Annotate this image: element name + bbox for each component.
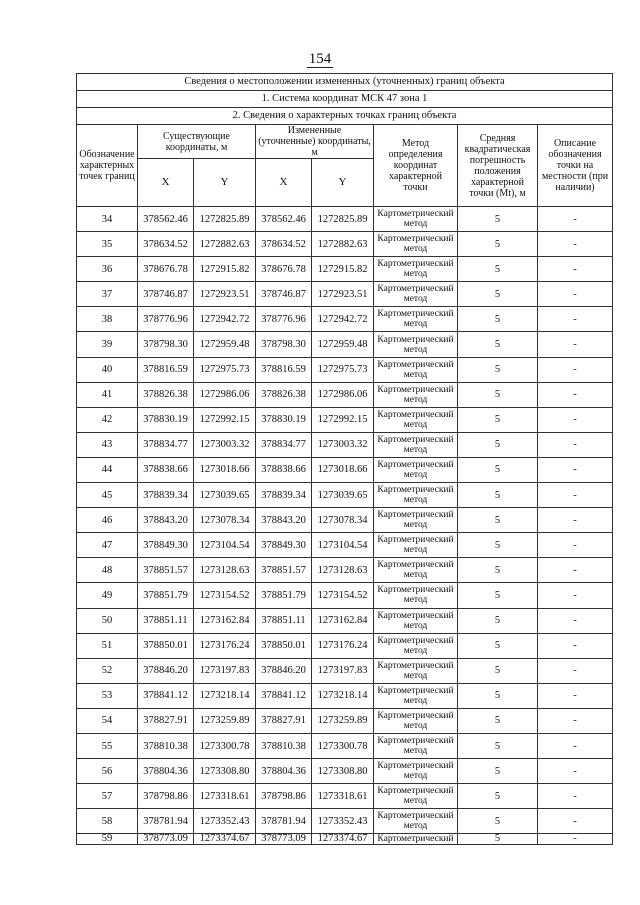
cell-point-id: 59 xyxy=(77,834,138,845)
cell-accuracy: 5 xyxy=(458,282,538,307)
cell-description: - xyxy=(538,382,613,407)
cell-existing-x: 378851.79 xyxy=(138,583,194,608)
cell-changed-x: 378841.12 xyxy=(256,683,312,708)
cell-method: Картометрический метод xyxy=(374,633,458,658)
cell-description: - xyxy=(538,633,613,658)
header-existing-y: Y xyxy=(194,159,256,207)
cell-existing-x: 378562.46 xyxy=(138,207,194,232)
cell-point-id: 36 xyxy=(77,257,138,282)
cell-changed-x: 378816.59 xyxy=(256,357,312,382)
cell-accuracy: 5 xyxy=(458,257,538,282)
cell-description: - xyxy=(538,533,613,558)
cell-existing-y: 1273318.61 xyxy=(194,784,256,809)
cell-existing-y: 1273162.84 xyxy=(194,608,256,633)
header-description: Описание обозначения точки на местности (при наличии) xyxy=(538,125,613,207)
cell-existing-x: 378850.01 xyxy=(138,633,194,658)
cell-changed-y: 1273128.63 xyxy=(312,558,374,583)
cell-changed-y: 1273352.43 xyxy=(312,809,374,834)
header-existing-x: X xyxy=(138,159,194,207)
cell-existing-y: 1273018.66 xyxy=(194,457,256,482)
cell-point-id: 35 xyxy=(77,232,138,257)
cell-point-id: 48 xyxy=(77,558,138,583)
cell-method: Картометрический xyxy=(374,834,458,845)
cell-method: Картометрический метод xyxy=(374,457,458,482)
cell-description: - xyxy=(538,407,613,432)
cell-accuracy: 5 xyxy=(458,583,538,608)
table-row-partial xyxy=(77,834,613,845)
cell-accuracy: 5 xyxy=(458,533,538,558)
cell-point-id: 40 xyxy=(77,357,138,382)
section-title: 2. Сведения о характерных точках границ объекта xyxy=(77,108,613,125)
cell-description: - xyxy=(538,658,613,683)
cell-changed-y: 1273197.83 xyxy=(312,658,374,683)
table-row xyxy=(77,407,613,432)
cell-accuracy: 5 xyxy=(458,232,538,257)
cell-existing-x: 378676.78 xyxy=(138,257,194,282)
cell-method: Картометрический метод xyxy=(374,207,458,232)
header-changed-x: X xyxy=(256,159,312,207)
cell-existing-x: 378634.52 xyxy=(138,232,194,257)
cell-accuracy: 5 xyxy=(458,658,538,683)
cell-changed-x: 378798.86 xyxy=(256,784,312,809)
cell-changed-x: 378843.20 xyxy=(256,508,312,533)
cell-changed-x: 378776.96 xyxy=(256,307,312,332)
cell-changed-y: 1273218.14 xyxy=(312,683,374,708)
cell-existing-x: 378816.59 xyxy=(138,357,194,382)
header-point-designation: Обозначение характерных точек границ xyxy=(77,125,138,207)
cell-existing-x: 378827.91 xyxy=(138,708,194,733)
cell-point-id: 54 xyxy=(77,708,138,733)
cell-method: Картометрический метод xyxy=(374,357,458,382)
cell-changed-y: 1273078.34 xyxy=(312,508,374,533)
cell-changed-x: 378850.01 xyxy=(256,633,312,658)
cell-accuracy: 5 xyxy=(458,633,538,658)
table-row xyxy=(77,608,613,633)
cell-changed-y: 1273003.32 xyxy=(312,432,374,457)
cell-method: Картометрический метод xyxy=(374,558,458,583)
cell-method: Картометрический метод xyxy=(374,257,458,282)
cell-changed-x: 378849.30 xyxy=(256,533,312,558)
cell-accuracy: 5 xyxy=(458,382,538,407)
cell-description: - xyxy=(538,282,613,307)
cell-existing-y: 1273176.24 xyxy=(194,633,256,658)
cell-existing-x: 378798.86 xyxy=(138,784,194,809)
cell-accuracy: 5 xyxy=(458,432,538,457)
header-changed-y: Y xyxy=(312,159,374,207)
table-row xyxy=(77,708,613,733)
cell-accuracy: 5 xyxy=(458,558,538,583)
cell-description: - xyxy=(538,332,613,357)
cell-point-id: 44 xyxy=(77,457,138,482)
cell-point-id: 46 xyxy=(77,508,138,533)
cell-accuracy: 5 xyxy=(458,207,538,232)
cell-method: Картометрический метод xyxy=(374,282,458,307)
cell-description: - xyxy=(538,457,613,482)
table-row xyxy=(77,332,613,357)
cell-method: Картометрический метод xyxy=(374,332,458,357)
page-number-text: 154 xyxy=(308,51,332,67)
cell-point-id: 57 xyxy=(77,784,138,809)
cell-changed-x: 378851.11 xyxy=(256,608,312,633)
cell-method: Картометрический метод xyxy=(374,407,458,432)
cell-changed-x: 378810.38 xyxy=(256,733,312,758)
cell-changed-x: 378746.87 xyxy=(256,282,312,307)
cell-method: Картометрический метод xyxy=(374,483,458,508)
cell-changed-x: 378562.46 xyxy=(256,207,312,232)
cell-existing-y: 1273039.65 xyxy=(194,483,256,508)
cell-changed-y: 1273104.54 xyxy=(312,533,374,558)
cell-existing-y: 1273197.83 xyxy=(194,658,256,683)
cell-existing-y: 1273154.52 xyxy=(194,583,256,608)
cell-changed-y: 1272959.48 xyxy=(312,332,374,357)
cell-changed-x: 378773.09 xyxy=(256,834,312,845)
cell-description: - xyxy=(538,608,613,633)
cell-point-id: 37 xyxy=(77,282,138,307)
cell-description: - xyxy=(538,257,613,282)
cell-point-id: 43 xyxy=(77,432,138,457)
cell-description: - xyxy=(538,558,613,583)
cell-changed-x: 378839.34 xyxy=(256,483,312,508)
table-row xyxy=(77,583,613,608)
cell-changed-x: 378851.57 xyxy=(256,558,312,583)
cell-existing-y: 1272975.73 xyxy=(194,357,256,382)
cell-changed-y: 1273176.24 xyxy=(312,633,374,658)
cell-accuracy: 5 xyxy=(458,483,538,508)
cell-existing-x: 378846.20 xyxy=(138,658,194,683)
cell-changed-y: 1273154.52 xyxy=(312,583,374,608)
cell-changed-y: 1273259.89 xyxy=(312,708,374,733)
cell-existing-x: 378839.34 xyxy=(138,483,194,508)
cell-accuracy: 5 xyxy=(458,608,538,633)
cell-changed-x: 378781.94 xyxy=(256,809,312,834)
cell-changed-y: 1272915.82 xyxy=(312,257,374,282)
cell-description: - xyxy=(538,809,613,834)
cell-existing-y: 1272923.51 xyxy=(194,282,256,307)
cell-existing-x: 378830.19 xyxy=(138,407,194,432)
coordinate-system: 1. Система координат МСК 47 зона 1 xyxy=(77,91,613,108)
cell-existing-y: 1272825.89 xyxy=(194,207,256,232)
cell-changed-x: 378804.36 xyxy=(256,759,312,784)
header-changed-coordinates: Измененные (уточненные) координаты, м xyxy=(256,125,374,159)
cell-existing-y: 1273308.80 xyxy=(194,759,256,784)
table-row xyxy=(77,457,613,482)
cell-description: - xyxy=(538,307,613,332)
cell-changed-x: 378798.30 xyxy=(256,332,312,357)
cell-point-id: 53 xyxy=(77,683,138,708)
cell-existing-x: 378851.57 xyxy=(138,558,194,583)
cell-point-id: 51 xyxy=(77,633,138,658)
cell-existing-y: 1272959.48 xyxy=(194,332,256,357)
header-method: Метод определения координат характерной точки xyxy=(374,125,458,207)
cell-changed-y: 1272882.63 xyxy=(312,232,374,257)
cell-changed-y: 1272992.15 xyxy=(312,407,374,432)
cell-existing-y: 1273003.32 xyxy=(194,432,256,457)
cell-changed-y: 1273039.65 xyxy=(312,483,374,508)
cell-existing-x: 378851.11 xyxy=(138,608,194,633)
table-row xyxy=(77,382,613,407)
cell-method: Картометрический метод xyxy=(374,432,458,457)
cell-changed-x: 378851.79 xyxy=(256,583,312,608)
header-accuracy: Средняя квадратическая погрешность положения характерной точки (Mt), м xyxy=(458,125,538,207)
cell-existing-y: 1272992.15 xyxy=(194,407,256,432)
cell-accuracy: 5 xyxy=(458,809,538,834)
cell-method: Картометрический метод xyxy=(374,759,458,784)
cell-point-id: 34 xyxy=(77,207,138,232)
coordinates-table xyxy=(76,73,613,845)
cell-changed-x: 378846.20 xyxy=(256,658,312,683)
table-row xyxy=(77,282,613,307)
cell-changed-x: 378826.38 xyxy=(256,382,312,407)
table-row xyxy=(77,483,613,508)
header-existing-coordinates: Существующие координаты, м xyxy=(138,125,256,159)
cell-description: - xyxy=(538,683,613,708)
table-row xyxy=(77,658,613,683)
cell-point-id: 42 xyxy=(77,407,138,432)
cell-existing-y: 1273218.14 xyxy=(194,683,256,708)
table-title: Сведения о местоположении измененных (уточненных) границ объекта xyxy=(77,74,613,91)
cell-method: Картометрический метод xyxy=(374,583,458,608)
cell-existing-x: 378826.38 xyxy=(138,382,194,407)
cell-method: Картометрический метод xyxy=(374,307,458,332)
cell-changed-y: 1272825.89 xyxy=(312,207,374,232)
cell-existing-x: 378843.20 xyxy=(138,508,194,533)
cell-accuracy: 5 xyxy=(458,457,538,482)
table-row xyxy=(77,683,613,708)
cell-existing-x: 378746.87 xyxy=(138,282,194,307)
cell-accuracy: 5 xyxy=(458,307,538,332)
cell-existing-y: 1273128.63 xyxy=(194,558,256,583)
cell-point-id: 47 xyxy=(77,533,138,558)
table-row xyxy=(77,633,613,658)
cell-point-id: 58 xyxy=(77,809,138,834)
cell-description: - xyxy=(538,583,613,608)
cell-method: Картометрический метод xyxy=(374,508,458,533)
table-row xyxy=(77,357,613,382)
cell-changed-x: 378827.91 xyxy=(256,708,312,733)
cell-changed-y: 1272975.73 xyxy=(312,357,374,382)
table-body xyxy=(77,207,613,834)
cell-point-id: 41 xyxy=(77,382,138,407)
table-row xyxy=(77,784,613,809)
table-row xyxy=(77,232,613,257)
cell-description: - xyxy=(538,784,613,809)
table-row xyxy=(77,733,613,758)
cell-description: - xyxy=(538,357,613,382)
cell-existing-y: 1272915.82 xyxy=(194,257,256,282)
cell-accuracy: 5 xyxy=(458,332,538,357)
cell-existing-x: 378834.77 xyxy=(138,432,194,457)
cell-existing-x: 378810.38 xyxy=(138,733,194,758)
cell-accuracy: 5 xyxy=(458,683,538,708)
cell-changed-x: 378838.66 xyxy=(256,457,312,482)
cell-existing-y: 1273259.89 xyxy=(194,708,256,733)
cell-existing-y: 1273104.54 xyxy=(194,533,256,558)
cell-method: Картометрический метод xyxy=(374,784,458,809)
cell-description: - xyxy=(538,432,613,457)
cell-point-id: 49 xyxy=(77,583,138,608)
cell-description: - xyxy=(538,483,613,508)
cell-existing-y: 1272882.63 xyxy=(194,232,256,257)
cell-accuracy: 5 xyxy=(458,407,538,432)
cell-existing-x: 378804.36 xyxy=(138,759,194,784)
cell-changed-y: 1273318.61 xyxy=(312,784,374,809)
cell-method: Картометрический метод xyxy=(374,733,458,758)
cell-accuracy: 5 xyxy=(458,357,538,382)
cell-point-id: 39 xyxy=(77,332,138,357)
table-row xyxy=(77,533,613,558)
cell-existing-y: 1273078.34 xyxy=(194,508,256,533)
cell-description: - xyxy=(538,207,613,232)
cell-accuracy: 5 xyxy=(458,759,538,784)
cell-changed-x: 378634.52 xyxy=(256,232,312,257)
cell-point-id: 55 xyxy=(77,733,138,758)
cell-method: Картометрический метод xyxy=(374,683,458,708)
cell-description: - xyxy=(538,708,613,733)
cell-description: - xyxy=(538,508,613,533)
cell-method: Картометрический метод xyxy=(374,608,458,633)
cell-method: Картометрический метод xyxy=(374,658,458,683)
cell-existing-y: 1273352.43 xyxy=(194,809,256,834)
cell-existing-x: 378776.96 xyxy=(138,307,194,332)
cell-method: Картометрический метод xyxy=(374,232,458,257)
table-row xyxy=(77,508,613,533)
cell-existing-x: 378838.66 xyxy=(138,457,194,482)
cell-accuracy: 5 xyxy=(458,508,538,533)
table-row xyxy=(77,257,613,282)
cell-description: - xyxy=(538,759,613,784)
cell-changed-x: 378830.19 xyxy=(256,407,312,432)
cell-accuracy: 5 xyxy=(458,708,538,733)
table-row xyxy=(77,432,613,457)
cell-changed-y: 1273308.80 xyxy=(312,759,374,784)
cell-changed-y: 1273374.67 xyxy=(312,834,374,845)
cell-existing-x: 378798.30 xyxy=(138,332,194,357)
cell-point-id: 38 xyxy=(77,307,138,332)
cell-point-id: 56 xyxy=(77,759,138,784)
cell-existing-x: 378773.09 xyxy=(138,834,194,845)
cell-existing-x: 378849.30 xyxy=(138,533,194,558)
cell-method: Картометрический метод xyxy=(374,809,458,834)
cell-accuracy: 5 xyxy=(458,784,538,809)
cell-existing-y: 1273300.78 xyxy=(194,733,256,758)
cell-description: - xyxy=(538,834,613,845)
page-number xyxy=(0,50,640,68)
cell-accuracy: 5 xyxy=(458,834,538,845)
cell-existing-y: 1272942.72 xyxy=(194,307,256,332)
table-row xyxy=(77,207,613,232)
cell-changed-y: 1272942.72 xyxy=(312,307,374,332)
cell-method: Картометрический метод xyxy=(374,708,458,733)
cell-changed-y: 1273300.78 xyxy=(312,733,374,758)
cell-description: - xyxy=(538,232,613,257)
cell-existing-y: 1273374.67 xyxy=(194,834,256,845)
cell-changed-y: 1272923.51 xyxy=(312,282,374,307)
cell-method: Картометрический метод xyxy=(374,382,458,407)
cell-changed-x: 378676.78 xyxy=(256,257,312,282)
cell-method: Картометрический метод xyxy=(374,533,458,558)
cell-point-id: 45 xyxy=(77,483,138,508)
table-row xyxy=(77,307,613,332)
cell-changed-x: 378834.77 xyxy=(256,432,312,457)
cell-changed-y: 1273162.84 xyxy=(312,608,374,633)
cell-existing-x: 378781.94 xyxy=(138,809,194,834)
cell-point-id: 50 xyxy=(77,608,138,633)
cell-existing-y: 1272986.06 xyxy=(194,382,256,407)
cell-changed-y: 1272986.06 xyxy=(312,382,374,407)
cell-changed-y: 1273018.66 xyxy=(312,457,374,482)
table-row xyxy=(77,759,613,784)
cell-point-id: 52 xyxy=(77,658,138,683)
cell-existing-x: 378841.12 xyxy=(138,683,194,708)
table-row xyxy=(77,558,613,583)
cell-accuracy: 5 xyxy=(458,733,538,758)
table-row xyxy=(77,809,613,834)
cell-description: - xyxy=(538,733,613,758)
